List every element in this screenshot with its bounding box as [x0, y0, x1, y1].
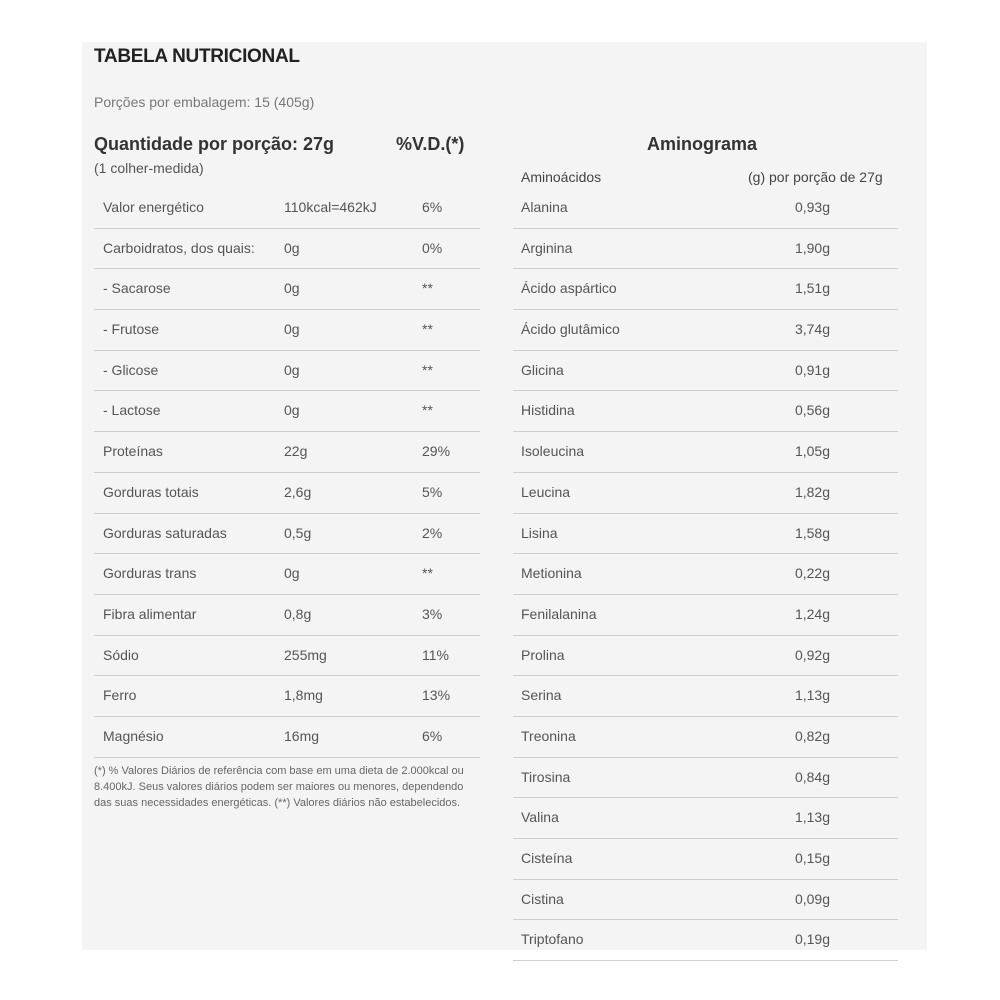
table-row	[513, 636, 898, 677]
serving-size-note: (1 colher-medida)	[94, 160, 204, 176]
aminogram-table	[513, 188, 898, 961]
nutrient-name: Sódio	[103, 646, 139, 663]
table-row	[94, 351, 480, 392]
nutrient-amount: 110kcal=462kJ	[284, 199, 377, 215]
amino-acid-name: Triptofano	[521, 931, 584, 948]
amino-acid-amount: 0,93g	[794, 199, 830, 215]
amino-acid-amount: 0,91g	[794, 361, 830, 378]
nutrient-daily-value: 6%	[422, 199, 443, 215]
amino-acid-amount: 1,13g	[794, 687, 830, 704]
nutrient-amount: 0g	[284, 361, 300, 378]
nutrient-daily-value: **	[422, 402, 433, 419]
amino-acid-amount: 0,92g	[794, 646, 830, 663]
nutrient-amount: 22g	[284, 443, 308, 460]
table-row	[513, 391, 898, 432]
table-row	[513, 188, 898, 229]
table-row	[513, 310, 898, 351]
amino-acid-name: Histidina	[521, 402, 575, 419]
table-row	[513, 798, 898, 839]
amino-acid-amount: 1,51g	[794, 280, 830, 297]
table-row	[513, 554, 898, 595]
amino-acid-name: Leucina	[521, 483, 571, 500]
amino-acid-name: Cistina	[521, 890, 564, 907]
nutrient-daily-value: 2%	[422, 524, 443, 541]
amino-acid-name: Valina	[521, 809, 559, 826]
table-row	[513, 717, 898, 758]
nutrient-daily-value: 5%	[422, 483, 443, 500]
table-row	[513, 351, 898, 392]
amino-acid-column-header: Aminoácidos	[521, 169, 602, 185]
amino-acid-amount: 3,74g	[794, 321, 830, 338]
nutrient-daily-value: **	[422, 321, 433, 338]
aminogram-title: Aminograma	[647, 134, 758, 154]
amino-acid-amount: 0,09g	[794, 890, 830, 907]
nutrient-amount: 0g	[284, 239, 300, 256]
nutrient-name: - Sacarose	[103, 280, 171, 297]
table-row	[513, 473, 898, 514]
nutrient-amount: 16mg	[284, 727, 320, 744]
amino-acid-name: Alanina	[521, 199, 568, 215]
amino-acid-name: Prolina	[521, 646, 565, 663]
amino-acid-name: Fenilalanina	[521, 605, 597, 622]
table-row	[94, 229, 480, 270]
nutrient-amount: 0g	[284, 280, 300, 297]
table-row	[94, 432, 480, 473]
amino-acid-name: Cisteína	[521, 850, 573, 866]
amino-acid-amount: 0,15g	[794, 850, 830, 866]
table-row	[513, 514, 898, 555]
nutrient-name: Gorduras saturadas	[103, 524, 227, 541]
amino-acid-amount: 1,82g	[794, 483, 830, 500]
nutrient-name: Magnésio	[103, 727, 164, 744]
nutrient-daily-value: 11%	[422, 646, 449, 663]
amino-amount-column-header: (g) por porção de 27g	[748, 169, 883, 185]
nutrient-daily-value: **	[422, 280, 433, 297]
amino-acid-amount: 0,19g	[794, 931, 830, 948]
nutrient-daily-value: 13%	[422, 687, 451, 704]
nutrient-daily-value: 0%	[422, 239, 443, 256]
table-row	[513, 432, 898, 473]
amino-acid-amount: 1,90g	[794, 239, 830, 256]
amino-acid-name: Metionina	[521, 565, 582, 582]
nutrient-daily-value: **	[422, 361, 433, 378]
table-row	[94, 717, 480, 758]
table-row	[513, 595, 898, 636]
table-row	[94, 188, 480, 229]
table-row	[513, 880, 898, 921]
nutrient-amount: 0g	[284, 321, 300, 338]
amino-acid-name: Arginina	[521, 239, 573, 256]
amino-acid-amount: 0,84g	[794, 768, 830, 785]
nutrient-amount: 0g	[284, 565, 300, 582]
nutrient-amount: 1,8mg	[284, 687, 323, 704]
nutrient-amount: 0g	[284, 402, 300, 419]
nutrient-name: Carboidratos, dos quais:	[103, 239, 255, 256]
table-row	[94, 473, 480, 514]
table-row	[513, 839, 898, 880]
amino-acid-name: Serina	[521, 687, 562, 704]
daily-values-footnote: (*) % Valores Diários de referência com base em uma dieta de 2.000kcal ou 8.400kJ. Seus valores diários podem ser maiores ou menores, dependendo das suas necessidades energéticas. (**) Valores diários não estabelecidos.	[94, 765, 464, 809]
table-row	[94, 391, 480, 432]
nutrient-daily-value: **	[422, 565, 433, 582]
amino-acid-name: Glicina	[521, 361, 564, 378]
table-row	[94, 676, 480, 717]
amino-acid-amount: 0,56g	[794, 402, 830, 419]
nutrient-name: - Lactose	[103, 402, 161, 419]
nutrient-name: Gorduras totais	[103, 483, 199, 500]
amino-acid-name: Isoleucina	[521, 443, 585, 460]
nutrient-daily-value: 6%	[422, 727, 443, 744]
servings-per-package: Porções por embalagem: 15 (405g)	[94, 94, 315, 110]
nutrition-table	[94, 188, 480, 758]
table-row	[513, 758, 898, 799]
table-row	[513, 676, 898, 717]
table-row	[94, 595, 480, 636]
nutrient-name: Proteínas	[103, 443, 163, 460]
page-title: TABELA NUTRICIONAL	[94, 46, 300, 67]
nutrient-name: Valor energético	[103, 199, 204, 215]
nutrient-amount: 0,8g	[284, 605, 312, 622]
amino-acid-name: Ácido aspártico	[521, 280, 617, 297]
amino-acid-name: Lisina	[521, 524, 558, 541]
table-row	[513, 269, 898, 310]
table-row	[513, 920, 898, 961]
nutrient-name: Fibra alimentar	[103, 605, 197, 622]
table-row	[94, 554, 480, 595]
serving-quantity-header: Quantidade por porção: 27g	[94, 134, 335, 154]
nutrient-name: Gorduras trans	[103, 565, 197, 582]
nutrient-name: Ferro	[103, 687, 137, 704]
nutrient-amount: 255mg	[284, 646, 327, 663]
daily-value-header: %V.D.(*)	[396, 134, 465, 154]
amino-acid-amount: 1,13g	[794, 809, 830, 826]
amino-acid-amount: 1,05g	[794, 443, 830, 460]
table-row	[94, 310, 480, 351]
table-row	[513, 229, 898, 270]
nutrient-name: - Frutose	[103, 321, 160, 338]
table-row	[94, 636, 480, 677]
amino-acid-amount: 0,22g	[794, 565, 830, 582]
amino-acid-amount: 1,58g	[794, 524, 830, 541]
nutrient-amount: 0,5g	[284, 524, 312, 541]
amino-acid-amount: 1,24g	[794, 605, 830, 622]
nutrient-name: - Glicose	[103, 361, 159, 378]
nutrient-daily-value: 29%	[422, 443, 451, 460]
nutrient-daily-value: 3%	[422, 605, 443, 622]
amino-acid-amount: 0,82g	[794, 727, 830, 744]
nutrient-amount: 2,6g	[284, 483, 312, 500]
amino-acid-name: Tirosina	[521, 768, 571, 785]
table-row	[94, 514, 480, 555]
table-row	[94, 269, 480, 310]
amino-acid-name: Treonina	[521, 727, 576, 744]
amino-acid-name: Ácido glutâmico	[521, 321, 620, 338]
